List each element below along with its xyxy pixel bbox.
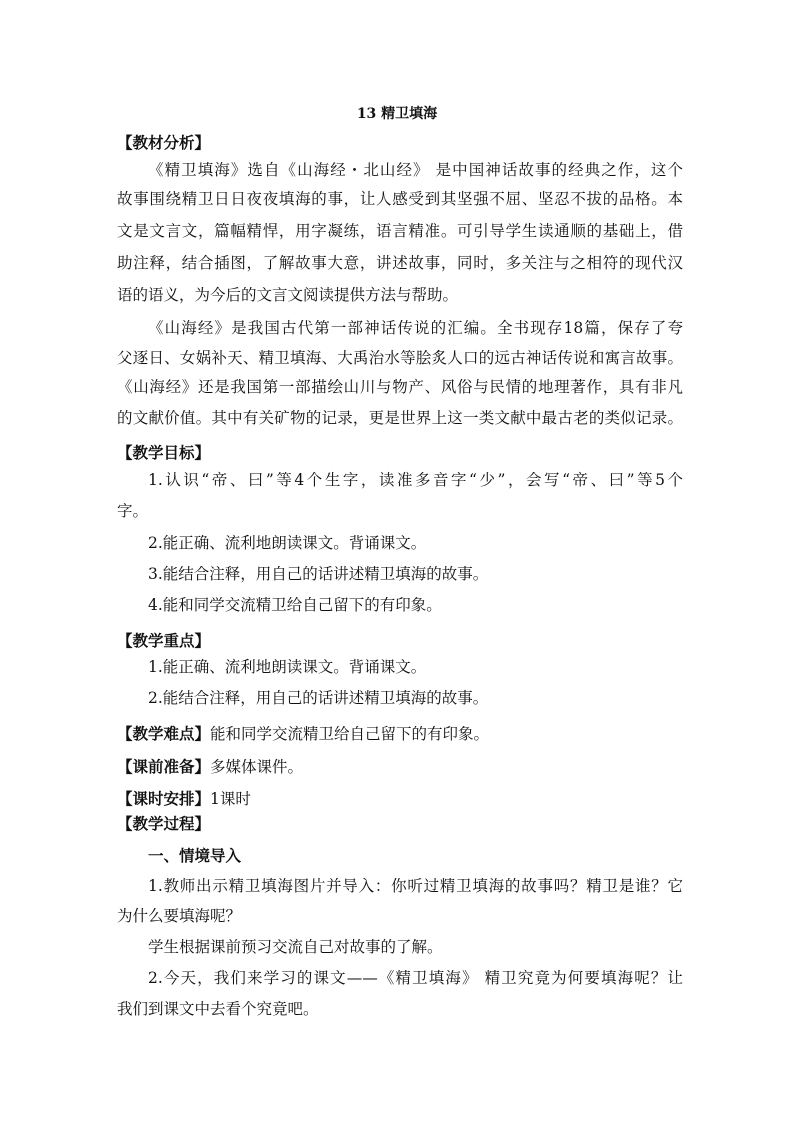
analysis-p1-line: 《精卫填海》选自《山海经・北山经》 是中国神话故事的经典之作，这个 <box>148 161 683 179</box>
preparation-text: 多媒体课件。 <box>210 758 304 776</box>
process-line: 2.今天，我们来学习的课文——《精卫填海》 精卫究竟为何要填海呢？让 <box>148 969 683 987</box>
heading-difficulty: 【教学难点】 <box>117 724 211 743</box>
difficulty-text: 能和同学交流精卫给自己留下的有印象。 <box>210 725 490 743</box>
goal-item: 字。 <box>117 502 149 520</box>
process-line: 为什么要填海呢？ <box>117 907 242 925</box>
heading-goals: 【教学目标】 <box>117 443 211 462</box>
process-line: 我们到课文中去看个究竟吧。 <box>117 1000 319 1018</box>
analysis-p1-line: 语的语义，为今后的文言文阅读提供方法与帮助。 <box>117 286 459 304</box>
page-title: 13 精卫填海 <box>356 106 438 122</box>
analysis-p2-line: 的文献价值。其中有关矿物的记录，更是世界上这一类文献中最古老的类似记录。 <box>117 409 683 427</box>
heading-schedule: 【课时安排】 <box>117 789 211 808</box>
heading-process: 【教学过程】 <box>117 814 211 833</box>
heading-preparation: 【课前准备】 <box>117 757 211 776</box>
analysis-p1-line: 助注释，结合插图，了解故事大意，讲述故事，同时，多关注与之相符的现代汉 <box>117 254 683 272</box>
key-point-item: 1.能正确、流利地朗读课文。背诵课文。 <box>148 658 427 676</box>
heading-key-points: 【教学重点】 <box>117 631 211 650</box>
goal-item: 2.能正确、流利地朗读课文。背诵课文。 <box>148 534 427 552</box>
analysis-p2-line: 《山海经》还是我国第一部描绘山川与物产、风俗与民情的地理著作，具有非凡 <box>117 378 683 396</box>
goal-item: 1.认识“帝、曰”等4个生字，读准多音字“少”，会写“帝、曰”等5个 <box>148 471 683 489</box>
goal-item: 3.能结合注释，用自己的话讲述精卫填海的故事。 <box>148 565 489 583</box>
analysis-p1-line: 故事围绕精卫日日夜夜填海的事，让人感受到其坚强不屈、坚忍不拔的品格。本 <box>117 190 683 208</box>
analysis-p2-line: 父逐日、女娲补天、精卫填海、大禹治水等脍炙人口的远古神话传说和寓言故事。 <box>117 349 683 367</box>
schedule-text: 1课时 <box>210 790 251 808</box>
preparation-row <box>117 757 683 777</box>
process-line: 学生根据课前预习交流自己对故事的了解。 <box>148 938 443 956</box>
schedule-row <box>117 789 683 809</box>
analysis-p2-line: 《山海经》是我国古代第一部神话传说的汇编。全书现存18篇，保存了夸 <box>148 319 683 337</box>
process-subheading: 一、情境导入 <box>148 846 242 865</box>
process-line: 1.教师出示精卫填海图片并导入：你听过精卫填海的故事吗？精卫是谁？它 <box>148 877 683 895</box>
difficulty-row <box>117 724 683 744</box>
goal-item: 4.能和同学交流精卫给自己留下的有印象。 <box>148 596 442 614</box>
heading-analysis: 【教材分析】 <box>117 133 211 152</box>
key-point-item: 2.能结合注释，用自己的话讲述精卫填海的故事。 <box>148 689 489 707</box>
analysis-p1-line: 文是文言文，篇幅精悍，用字凝练，语言精准。可引导学生读通顺的基础上，借 <box>117 222 683 240</box>
